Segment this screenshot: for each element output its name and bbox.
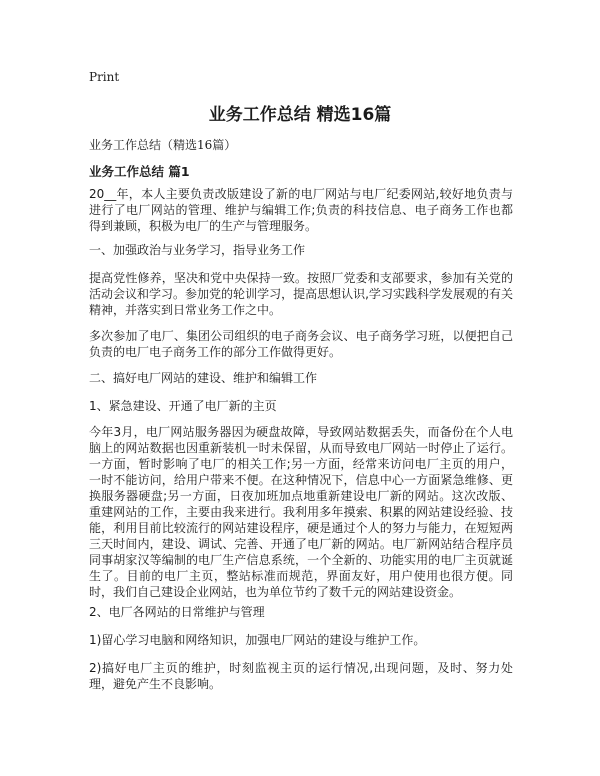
document-subtitle: 业务工作总结（精选16篇） xyxy=(89,138,237,152)
document-title: 业务工作总结 精选16篇 xyxy=(208,105,392,125)
heading-part-two: 二、搞好电厂网站的建设、维护和编辑工作 xyxy=(89,371,318,385)
list-item-1: 1)留心学习电脑和网络知识，加强电厂网站的建设与维护工作。 xyxy=(89,633,426,647)
subheading-new-homepage: 1、紧急建设、开通了电厂新的主页 xyxy=(89,399,277,413)
subheading-daily-maintenance: 2、电厂各网站的日常维护与管理 xyxy=(89,605,265,619)
paragraph-ecommerce: 多次参加了电厂、集团公司组织的电子商务会议、电子商务学习班，以便把自己负责的电厂电子商务工作的部分工作做得更好。 xyxy=(89,329,513,359)
list-item-2: 2)搞好电厂主页的维护，时刻监视主页的运行情况,出现问题，及时、努力处理，避免产生不良影响。 xyxy=(89,661,513,691)
heading-part-one: 一、加强政治与业务学习，指导业务工作 xyxy=(89,243,306,257)
paragraph-homepage-rebuild: 今年3月，电厂网站服务器因为硬盘故障，导致网站数据丢失，而备份在个人电脑上的网站数据也因重新装机一时未保留，从而导致电厂网站一时停止了运行。一方面，暂时影响了电厂的相关工作;另一方面，经常来访问电厂主页的用户，一时不能访问，给用户带来不便。在这种情况下，信息中心一方面紧急维修、更换服务器硬盘;另一方面，日夜加班加点地重新建设电厂新的网站。这次改版、重建网站的工作，主要由我来进行。我利用多年摸索、积累的网站建设经验、技能，利用目前比较流行的网站建设程序，硬是通过个人的努力与能力，在短短两三天时间内，建设、调试、完善、开通了电厂新的网站。电厂新网站结合程序员同事胡家汉等编制的电厂生产信息系统，一个全新的、功能实用的电厂主页就诞生了。目前的电厂主页，整站标准而规范，界面友好，用户使用也很方便。同时，我们自己建设企业网站，也为单位节约了数千元的网站建设资金。 xyxy=(89,425,513,599)
paragraph-party-study: 提高党性修养，坚决和党中央保持一致。按照厂党委和支部要求，参加有关党的活动会议和学习。参加党的轮训学习，提高思想认识,学习实践科学发展观的有关精神，并落实到日常业务工作之中。 xyxy=(89,271,513,317)
print-link[interactable]: Print xyxy=(89,70,120,84)
paragraph-intro: 20__年，本人主要负责改版建设了新的电厂网站与电厂纪委网站,较好地负责与进行了电厂网站的管理、维护与编辑工作;负责的科技信息、电子商务工作也都得到兼顾，积极为电厂的生产与管理服务。 xyxy=(89,187,513,233)
section-heading: 业务工作总结 篇1 xyxy=(89,164,190,179)
